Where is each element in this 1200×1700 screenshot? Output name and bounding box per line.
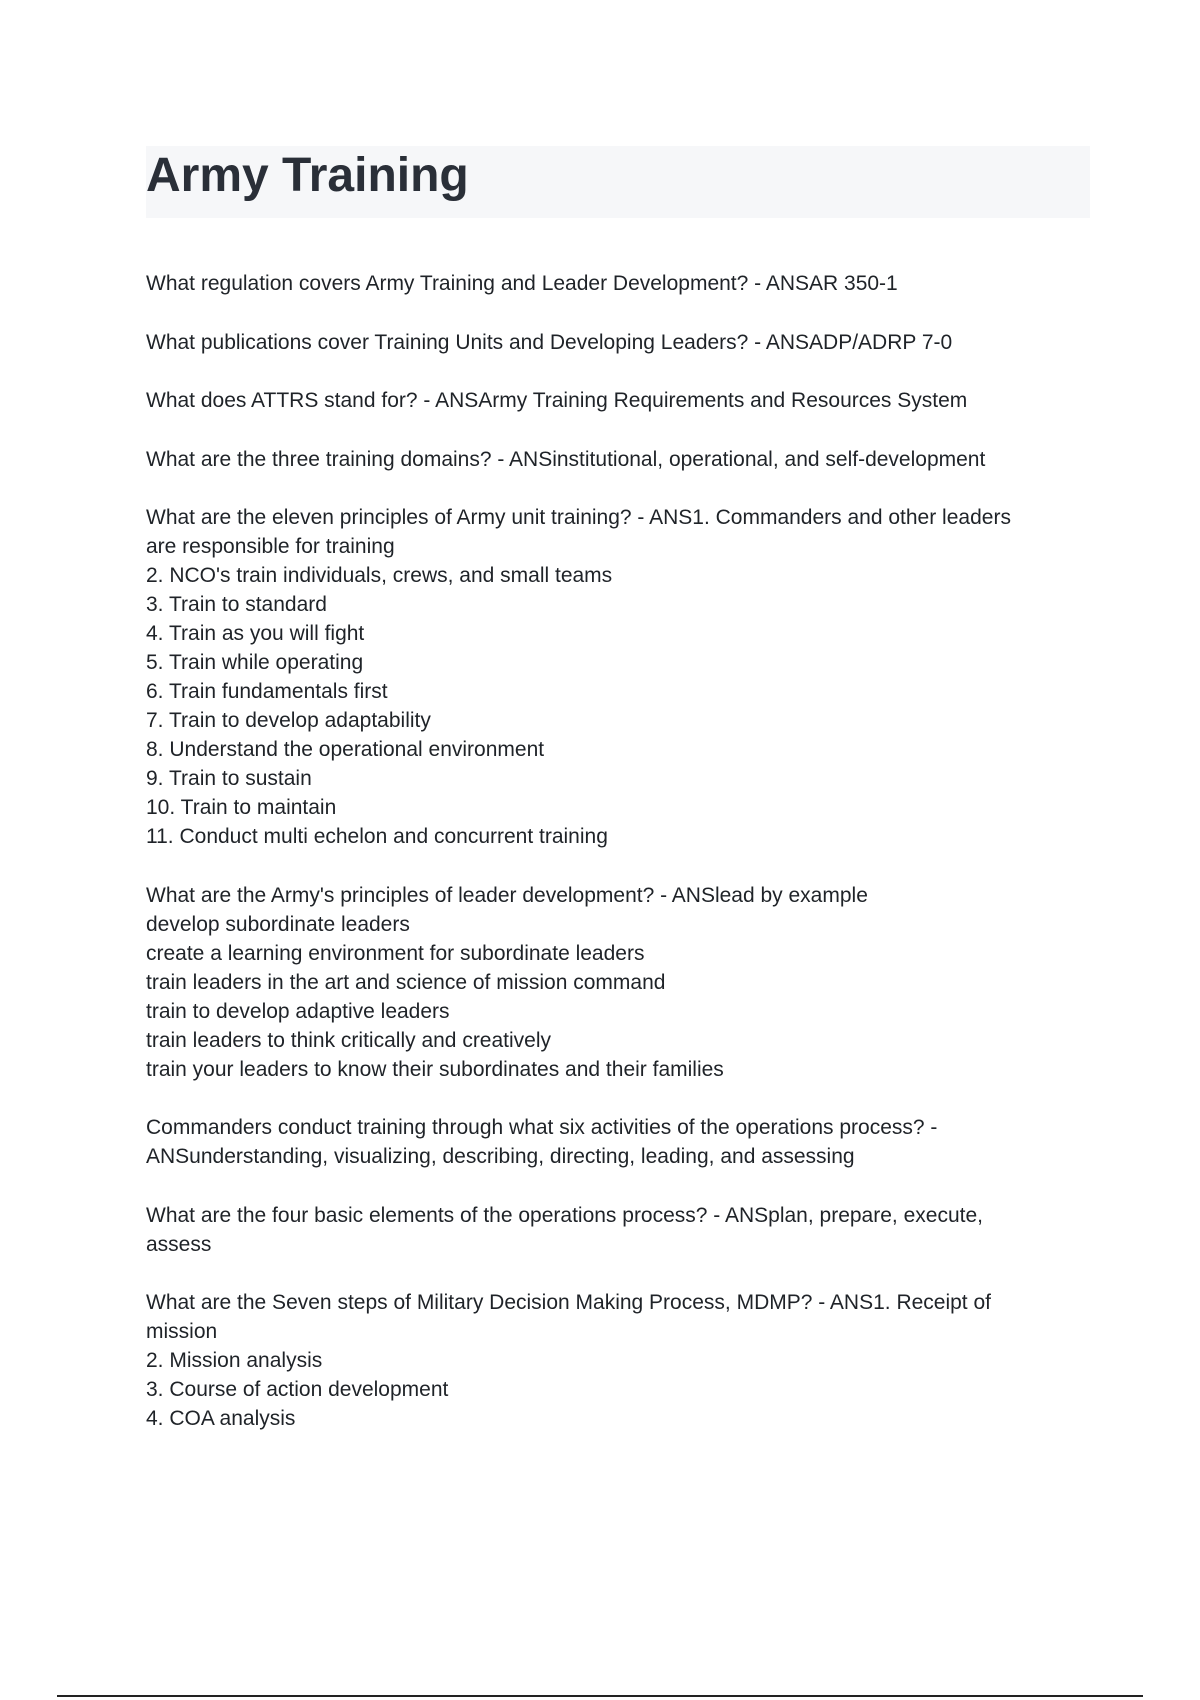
qa-item xyxy=(146,1201,1090,1259)
qa-item xyxy=(146,881,1090,1084)
qa-item xyxy=(146,1288,1090,1433)
qa-item xyxy=(146,269,1090,298)
qa-answer-line: ANSunderstanding, visualizing, describing, directing, leading, and assessing xyxy=(146,1145,855,1168)
qa-answer-line: train to develop adaptive leaders xyxy=(146,999,450,1023)
page-title: Army Training xyxy=(146,149,469,202)
qa-answer-line: 6. Train fundamentals first xyxy=(146,680,388,703)
qa-question-line: What are the Seven steps of Military Decision Making Process, MDMP? - ANS1. Receipt of xyxy=(146,1291,991,1314)
qa-list xyxy=(146,269,1090,1463)
qa-answer-line: 3. Course of action development xyxy=(146,1378,449,1401)
qa-answer-line: 5. Train while operating xyxy=(146,651,364,674)
qa-answer-line: train leaders to think critically and creatively xyxy=(146,1028,552,1052)
qa-question-line: What are the four basic elements of the operations process? - ANSplan, prepare, execute, xyxy=(146,1203,983,1227)
qa-answer-line: train your leaders to know their subordinates and their families xyxy=(146,1057,724,1081)
qa-question-line: Commanders conduct training through what six activities of the operations process? - xyxy=(146,1116,938,1139)
qa-answer-line: develop subordinate leaders xyxy=(146,912,410,936)
qa-answer-line: 4. Train as you will fight xyxy=(146,622,365,645)
qa-question-line: What does ATTRS stand for? - ANSArmy Training Requirements and Resources System xyxy=(146,389,968,412)
qa-answer-line: 8. Understand the operational environment xyxy=(146,738,545,761)
qa-question-line: What are the three training domains? - ANSinstitutional, operational, and self-development xyxy=(146,447,986,471)
qa-item xyxy=(146,1113,1090,1171)
qa-answer-line: 9. Train to sustain xyxy=(146,767,312,790)
qa-item xyxy=(146,328,1090,357)
qa-item xyxy=(146,386,1090,415)
qa-answer-line: create a learning environment for subordinate leaders xyxy=(146,941,645,965)
qa-item xyxy=(146,503,1090,851)
qa-answer-line: 2. Mission analysis xyxy=(146,1349,323,1372)
qa-answer-line: 3. Train to standard xyxy=(146,593,327,616)
qa-answer-line: 4. COA analysis xyxy=(146,1407,296,1430)
qa-answer-line: assess xyxy=(146,1232,212,1256)
qa-question-line: What regulation covers Army Training and Leader Development? - ANSAR 350-1 xyxy=(146,272,898,295)
footer-divider xyxy=(57,1695,1143,1697)
qa-item xyxy=(146,445,1090,474)
qa-answer-line: 10. Train to maintain xyxy=(146,796,337,819)
qa-answer-line: train leaders in the art and science of mission command xyxy=(146,970,666,994)
qa-answer-line: are responsible for training xyxy=(146,535,395,558)
qa-answer-line: 2. NCO's train individuals, crews, and small teams xyxy=(146,564,613,587)
qa-question-line: What publications cover Training Units and Developing Leaders? - ANSADP/ADRP 7-0 xyxy=(146,330,953,354)
title-banner xyxy=(146,146,1090,218)
qa-answer-line: 7. Train to develop adaptability xyxy=(146,709,431,732)
qa-answer-line: 11. Conduct multi echelon and concurrent training xyxy=(146,825,608,848)
qa-question-line: What are the eleven principles of Army unit training? - ANS1. Commanders and other leaders xyxy=(146,506,1011,529)
qa-question-line: What are the Army's principles of leader development? - ANSlead by example xyxy=(146,883,868,907)
qa-answer-line: mission xyxy=(146,1320,218,1343)
